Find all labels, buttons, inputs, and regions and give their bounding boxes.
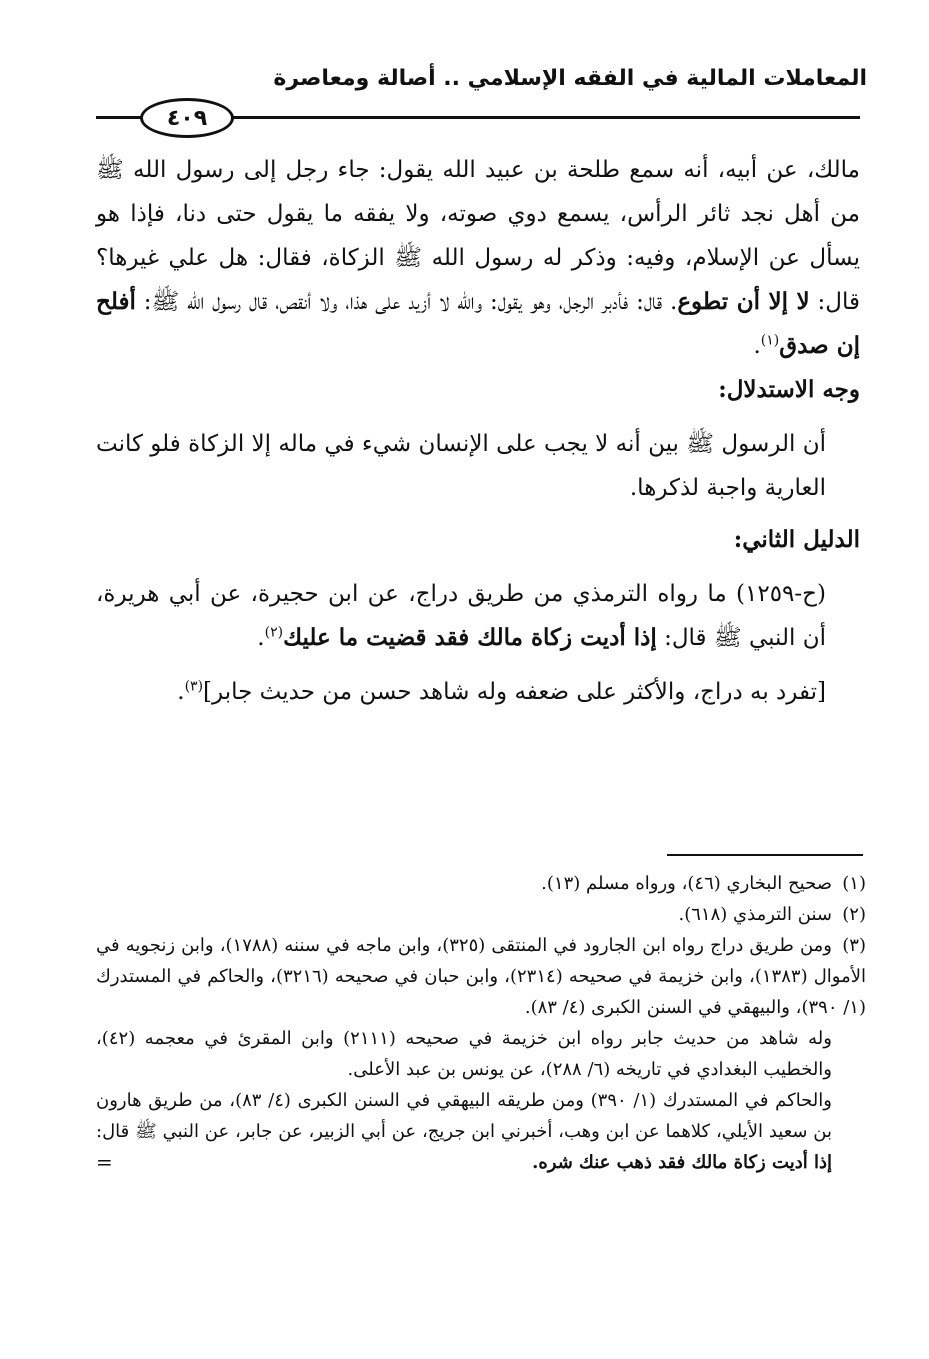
footnote-1-text: صحيح البخاري (٤٦)، ورواه مسلم (١٣). xyxy=(541,873,832,894)
footnotes xyxy=(96,868,866,1178)
footnote-3-label: (٣) xyxy=(842,935,866,956)
footnote-1 xyxy=(96,868,866,899)
footnote-2-label: (٢) xyxy=(842,904,866,925)
footnote-ref-3: (٣) xyxy=(184,678,204,695)
footnote-3-text: ومن طريق دراج رواه ابن الجارود في المنتقى (٣٢٥)، وابن ماجه في سننه (١٧٨٨)، وابن زنجويه في الأموال (١٣٨٣)، وابن خزيمة في صحيحه (٢٣١٤)، وابن حبان في صحيحه (٣٢١٦)، والحاكم في المستدرك (١/ ٣٩٠)، والبيهقي في السنن الكبرى (٤/ ٨٣). xyxy=(96,935,866,1018)
footnote-3-continuation-1: وله شاهد من حديث جابر رواه ابن خزيمة في صحيحه (٢١١١) وابن المقرئ في معجمه (٤٢)، والخطيب البغدادي في تاريخه (٦/ ٢٨٨)، عن يونس بن عبد الأعلى. xyxy=(96,1028,832,1080)
inference-paragraph: أن الرسول ﷺ بين أنه لا يجب على الإنسان شيء في ماله إلا الزكاة فلو كانت العارية واجبة لذكرها. xyxy=(96,431,826,501)
grading-paragraph xyxy=(96,670,860,714)
second-hadith-end: . xyxy=(257,625,265,651)
heading-inference: وجه الاستدلال: xyxy=(718,376,860,403)
footnote-3-quote: إذا أديت زكاة مالك فقد ذهب عنك شره. xyxy=(532,1152,832,1173)
footnote-3-continuation-2 xyxy=(96,1085,866,1178)
main-text xyxy=(96,148,860,714)
second-hadith-quote: إذا أديت زكاة مالك فقد قضيت ما عليك xyxy=(283,624,657,651)
second-hadith-text: (ح-١٢٥٩) ما رواه الترمذي من طريق دراج، عن ابن حجيرة، عن أبي هريرة، أن النبي ﷺ قال: xyxy=(96,581,826,651)
footnote-ref-1: (١) xyxy=(760,332,780,349)
grading-text: [تفرد به دراج، والأكثر على ضعفه وله شاهد حسن من حديث جابر] xyxy=(203,679,826,705)
footnote-2 xyxy=(96,899,866,930)
footnote-separator xyxy=(667,854,863,856)
footnote-2-text: سنن الترمذي (٦١٨). xyxy=(678,904,832,925)
footnote-1-label: (١) xyxy=(842,873,866,894)
hadith-paragraph xyxy=(96,148,860,368)
footnote-3-continuation-2-text: والحاكم في المستدرك (١/ ٣٩٠) ومن طريقه البيهقي في السنن الكبرى (٤/ ٨٣)، من طريق هارون بن سعيد الأيلي، كلاهما عن ابن وهب، أخبرني ابن جريج، عن أبي الزبير، عن جابر، عن النبي ﷺ قال: xyxy=(96,1090,832,1142)
hadith-text-end: . xyxy=(753,333,761,359)
running-header-title: المعاملات المالية في الفقه الإسلامي .. أصالة ومعاصرة xyxy=(273,66,867,91)
continuation-mark: = xyxy=(96,1150,113,1174)
hadith-text-part2: . قال: فأدبر الرجل، وهو يقول: والله لا أزيد على هذا، ولا أنقص، قال رسول الله ﷺ: xyxy=(135,289,678,315)
hadith-quote-1: لا إلا أن تطوع xyxy=(677,288,810,315)
footnote-3 xyxy=(96,930,866,1023)
heading-second-proof: الدليل الثاني: xyxy=(733,526,860,553)
footnote-ref-2: (٢) xyxy=(264,624,284,641)
grading-end: . xyxy=(177,679,185,705)
hadith-quote-2: أفلح إن صدق xyxy=(96,288,860,359)
page-number: ٤٠٩ xyxy=(140,98,234,138)
hadith-text-part1: مالك، عن أبيه، أنه سمع طلحة بن عبيد الله يقول: جاء رجل إلى رسول الله ﷺ من أهل نجد ثائر الرأس، يسمع دوي صوته، ولا يفقه ما يقول حتى دنا، فإذا هو يسأل عن الإسلام، وفيه: وذكر له رسول الله ﷺ الزكاة، فقال: هل علي غيرها؟ قال: xyxy=(96,157,860,315)
second-hadith-paragraph xyxy=(96,572,860,660)
